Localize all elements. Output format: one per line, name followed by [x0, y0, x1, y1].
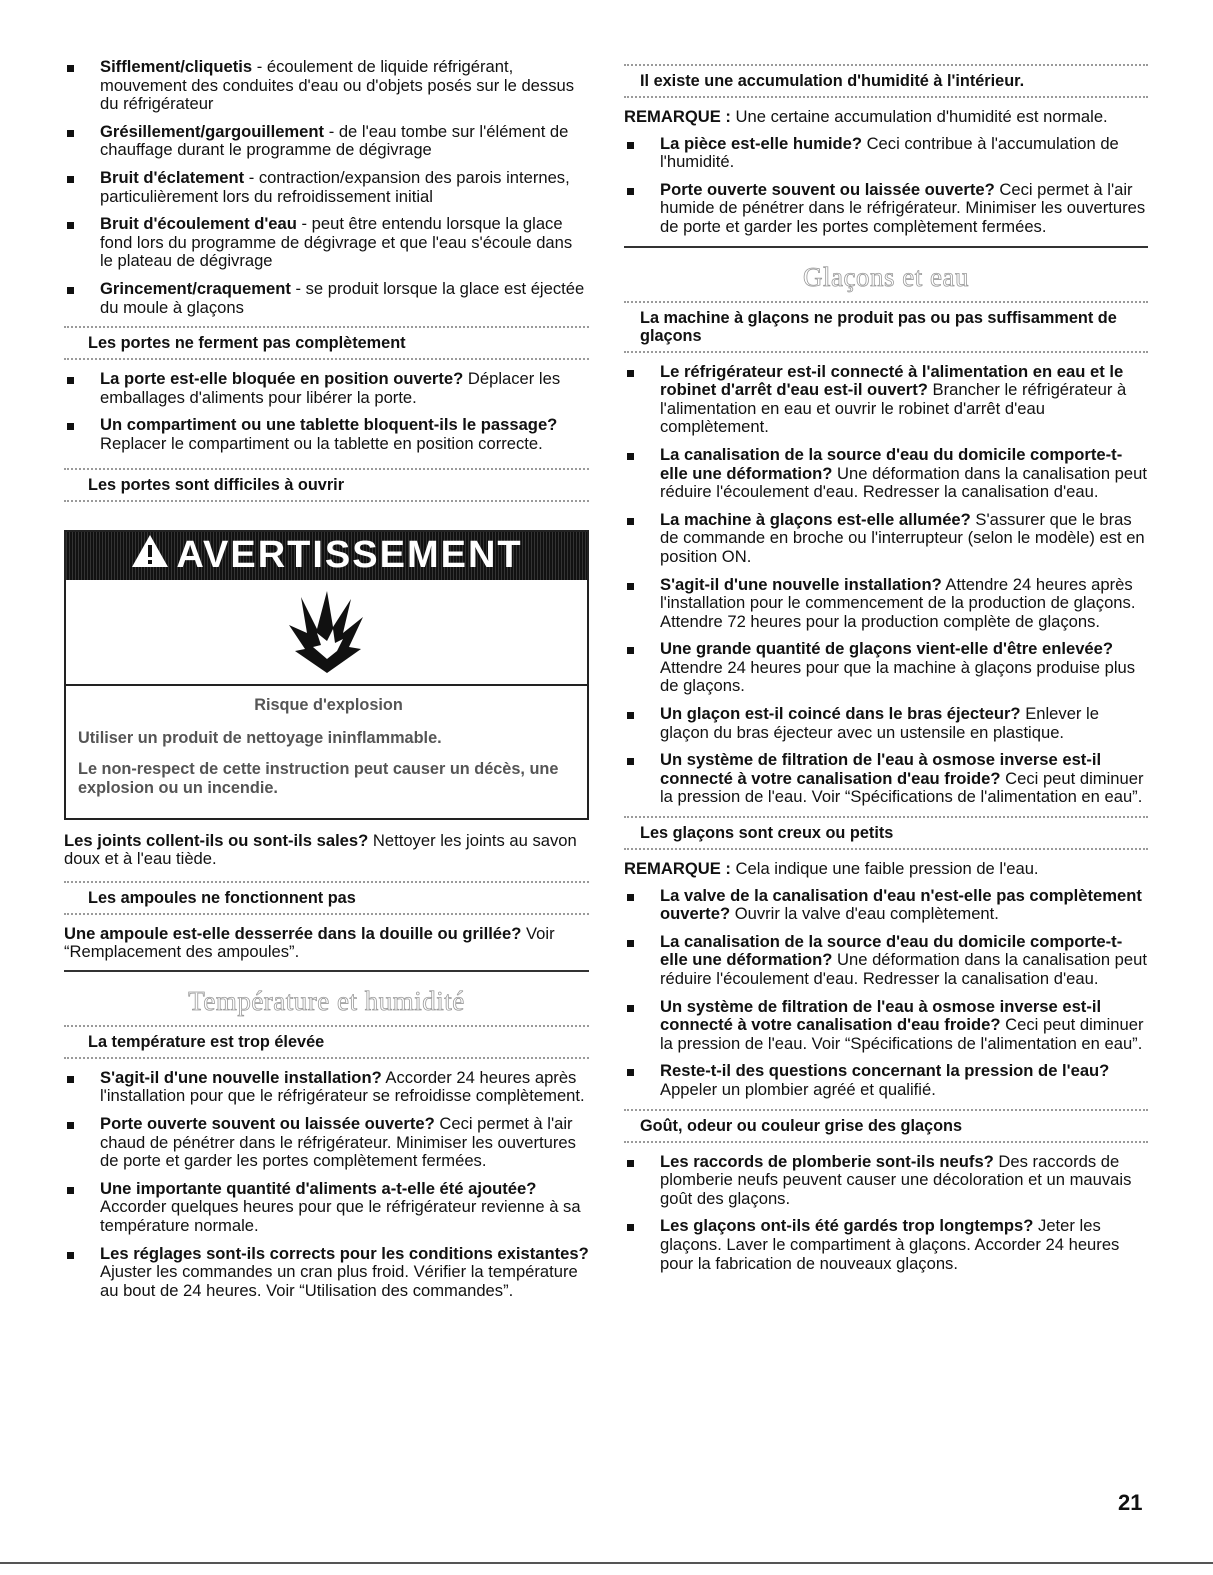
list-item: Le réfrigérateur est-il connecté à l'alimentation en eau et le robinet d'arrêt d'eau est-il ouvert? Brancher le réfrigérateur à l'alimentation en eau et ouvrir le robinet d'arrêt d'eau complètement. — [624, 363, 1148, 437]
list-item: La porte est-elle bloquée en position ouverte? Déplacer les emballages d'aliments pour libérer la porte. — [64, 370, 589, 407]
list-item: Reste-t-il des questions concernant la pression de l'eau? Appeler un plombier agréé et qualifié. — [624, 1062, 1148, 1099]
bottom-rule — [0, 1562, 1213, 1564]
subheading-hollow: Les glaçons sont creux ou petits — [624, 816, 1148, 850]
list-item: Un système de filtration de l'eau à osmose inverse est-il connecté à votre canalisation d'eau froide? Ceci peut diminuer la pression de l'eau. Voir “Spécifications de l'alimentation en eau”. — [624, 751, 1148, 807]
section-title-temperature: Température et humidité — [188, 985, 465, 1016]
page-number: 21 — [1118, 1490, 1143, 1515]
hollow-list — [624, 887, 1148, 1100]
left-column — [64, 58, 589, 1309]
explosion-icon — [66, 580, 587, 686]
list-item: Porte ouverte souvent ou laissée ouverte? Ceci permet à l'air chaud de pénétrer dans le réfrigérateur. Minimiser les ouvertures de porte et garder les portes complètement fermées. — [64, 1115, 589, 1171]
temp-high-list — [64, 1069, 589, 1301]
list-item: Porte ouverte souvent ou laissée ouverte? Ceci permet à l'air humide de pénétrer dans le réfrigérateur. Minimiser les ouvertures de porte et garder les portes complètement fermées. — [624, 181, 1148, 237]
noise-list — [64, 58, 589, 317]
warning-title: AVERTISSEMENT — [176, 534, 523, 576]
warning-consequence: Le non-respect de cette instruction peut causer un décès, une explosion ou un incendie. — [78, 759, 559, 797]
list-item: La pièce est-elle humide? Ceci contribue à l'accumulation de l'humidité. — [624, 135, 1148, 172]
warning-header — [66, 532, 587, 580]
subheading-taste: Goût, odeur ou couleur grise des glaçons — [624, 1109, 1148, 1143]
right-column — [624, 64, 1148, 1282]
warning-instruction: Utiliser un produit de nettoyage ininflammable. — [78, 728, 442, 747]
section-rule — [624, 246, 1148, 248]
list-item: La canalisation de la source d'eau du domicile comporte-t-elle une déformation? Une déformation dans la canalisation peut réduire l'écoulement d'eau. Redresser la canalisation d'eau. — [624, 933, 1148, 989]
list-item: Les réglages sont-ils corrects pour les conditions existantes? Ajuster les commandes un cran plus froid. Vérifier la température au bout de 24 heures. Voir “Utilisation des commandes”. — [64, 1245, 589, 1301]
list-item: Sifflement/cliquetis - écoulement de liquide réfrigérant, mouvement des conduites d'eau ou d'objets posés sur le dessus du réfrigérateur — [64, 58, 589, 114]
doors-not-closing-list — [64, 370, 589, 453]
list-item: Une importante quantité d'aliments a-t-elle été ajoutée? Accorder quelques heures pour que le réfrigérateur revienne à sa température normale. — [64, 1180, 589, 1236]
list-item: Un glaçon est-il coincé dans le bras éjecteur? Enlever le glaçon du bras éjecteur avec un ustensile en plastique. — [624, 705, 1148, 742]
list-item: S'agit-il d'une nouvelle installation? Attendre 24 heures après l'installation pour le commencement de la production de glaçons. Attendre 72 heures pour la production complète de glaçons. — [624, 576, 1148, 632]
list-item: Un compartiment ou une tablette bloquent-ils le passage? Replacer le compartiment ou la tablette en position correcte. — [64, 416, 589, 453]
bulbs-paragraph: Une ampoule est-elle desserrée dans la douille ou grillée? Voir “Remplacement des ampoules”. — [64, 923, 555, 962]
list-item: Grincement/craquement - se produit lorsque la glace est éjectée du moule à glaçons — [64, 280, 589, 317]
humidity-note: REMARQUE : Une certaine accumulation d'humidité est normale. — [624, 107, 1108, 126]
list-item: Les raccords de plomberie sont-ils neufs? Des raccords de plomberie neufs peuvent causer une décoloration et un mauvais goût des glaçons. — [624, 1153, 1148, 1209]
taste-list — [624, 1153, 1148, 1274]
subheading-doors-not-closing: Les portes ne ferment pas complètement — [64, 326, 589, 360]
list-item: Grésillement/gargouillement - de l'eau tombe sur l'élément de chauffage durant le programme de dégivrage — [64, 123, 589, 160]
list-item: Les glaçons ont-ils été gardés trop longtemps? Jeter les glaçons. Laver le compartiment à glaçons. Accorder 24 heures pour la fabrication de nouveaux glaçons. — [624, 1217, 1148, 1273]
subheading-bulbs: Les ampoules ne fonctionnent pas — [64, 881, 589, 915]
list-item: S'agit-il d'une nouvelle installation? Accorder 24 heures après l'installation pour que le réfrigérateur se refroidisse complètement. — [64, 1069, 589, 1106]
list-item: Une grande quantité de glaçons vient-elle d'être enlevée? Attendre 24 heures pour que la machine à glaçons produise plus de glaçons. — [624, 640, 1148, 696]
section-rule — [64, 970, 589, 972]
list-item: La machine à glaçons est-elle allumée? S'assurer que le bras de commande en broche ou l'interrupteur (selon le modèle) est en position ON. — [624, 511, 1148, 567]
subheading-humidity: Il existe une accumulation d'humidité à l'intérieur. — [624, 64, 1148, 98]
list-item: La valve de la canalisation d'eau n'est-elle pas complètement ouverte? Ouvrir la valve d'eau complètement. — [624, 887, 1148, 924]
subheading-ice-maker: La machine à glaçons ne produit pas ou pas suffisamment de glaçons — [624, 301, 1148, 353]
list-item: Bruit d'écoulement d'eau - peut être entendu lorsque la glace fond lors du programme de dégivrage et que l'eau s'écoule dans le plateau de dégivrage — [64, 215, 589, 271]
warning-body — [66, 686, 587, 818]
ice-maker-list — [624, 363, 1148, 807]
list-item: Bruit d'éclatement - contraction/expansion des parois internes, particulièrement lors du refroidissement initial — [64, 169, 589, 206]
list-item: La canalisation de la source d'eau du domicile comporte-t-elle une déformation? Une déformation dans la canalisation peut réduire l'écoulement d'eau. Redresser la canalisation d'eau. — [624, 446, 1148, 502]
subheading-temp-high: La température est trop élevée — [64, 1025, 589, 1059]
warning-triangle-icon — [130, 533, 170, 579]
section-title-ice: Glaçons et eau — [803, 261, 969, 292]
warning-box — [64, 530, 589, 820]
list-item: Un système de filtration de l'eau à osmose inverse est-il connecté à votre canalisation d'eau froide? Ceci peut diminuer la pression de l'eau. Voir “Spécifications de l'alimentation en eau”. — [624, 998, 1148, 1054]
humidity-list — [624, 135, 1148, 237]
subheading-doors-hard: Les portes sont difficiles à ouvrir — [64, 468, 589, 502]
hollow-note: REMARQUE : Cela indique une faible pression de l'eau. — [624, 859, 1039, 879]
warning-risk: Risque d'explosion — [254, 695, 403, 714]
seals-paragraph: Les joints collent-ils ou sont-ils sales? Nettoyer les joints au savon doux et à l'eau tiède. — [64, 830, 577, 869]
